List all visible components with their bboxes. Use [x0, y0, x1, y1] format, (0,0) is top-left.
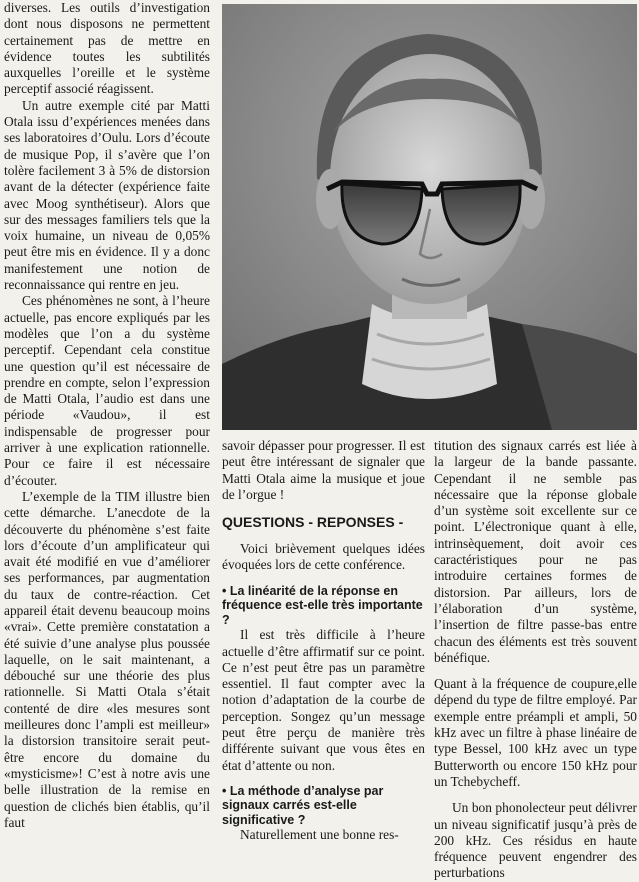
column-middle [222, 438, 425, 844]
paragraph: L’exemple de la TIM illustre bien cette démarche. L’anecdote de la découverte du phénomène s’est faite lors d’écoute d’un amplificateur qui avait été modifié en vue d’améliorer ses performances, par augmentation du taux de contre-réaction. Cet appareil était devenu beaucoup moins «vrai». Cette première constatation a été suivie d’une analyse plus poussée laquelle, on le sait maintenant, a débouché sur une théorie des plus rationnelle. Si Matti Otala s’était contenté de dire «les mesures sont meilleures donc l’ampli est meilleur» la distorsion transitoire serait peut-être encore du domaine du «mysticisme»! C’est à notre avis une belle illustration de la remise en question de clichés bien établis, qu’il faut [4, 488, 210, 830]
question-heading: • La linéarité de la réponse en fréquence est-elle très importante ? [222, 583, 423, 627]
paragraph: Quant à la fréquence de coupure,elle dépend du type de filtre employé. Par exemple entre préampli et ampli, 50 kHz avec un filtre à phase linéaire de type Bessel, 100 kHz avec un type Butterworth ou encore 150 kHz pour un Tchebycheff. [434, 676, 637, 789]
paragraph: Un autre exemple cité par Matti Otala issu d’expériences menées dans ses laboratoires d’Oulu. Lors d’écoute de musique Pop, il s’avère que l’on tolère facilement 3 à 5% de distorsion avant de la détecter (expérience faite avec Moog synthétiseur). Alors que sur des messages familiers tels que la voix humaine, un niveau de 0,05% peut être mis en évidence. Il y a donc manifestement une notion de reconnaissance qui rentre en jeu. [4, 97, 210, 293]
section-title: QUESTIONS - REPONSES - [222, 514, 404, 531]
paragraph: Ces phénomènes ne sont, à l’heure actuelle, pas encore expliqués par les modèles que l’on a du système perceptif. Cependant cela constitue une question qu’il est nécessaire de prendre en compte, selon l’expression de Matti Otala, l’audio est dans une période «Vaudou», il est indispensable de progresser pour arriver à une explication rationnelle. Pour ce faire il est nécessaire d’écouter. [4, 293, 210, 488]
question-heading: • La méthode d’analyse par signaux carrés est-elle significative ? [222, 783, 384, 827]
paragraph: Naturellement une bonne res- [240, 827, 399, 843]
portrait-photo [222, 4, 637, 430]
paragraph: Un bon phonolecteur peut délivrer un niveau significatif jusqu’à près de 200 kHz. Ces résidus en haute fréquence peuvent engendrer des perturbations [434, 800, 637, 881]
paragraph: diverses. Les outils d’investigation dont nous disposons ne permettent certainement pas de mettre en évidence toutes les subtilités auxquelles l’oreille et le système perceptif associé réagissent. [4, 0, 210, 97]
paragraph: savoir dépasser pour progresser. Il est peut être intéressant de signaler que Matti Otala aime la musique et joue de l’orgue ! [222, 438, 425, 502]
column-left [4, 0, 210, 831]
paragraph: Il est très difficile à l’heure actuelle d’être affirmatif sur ce point. Ce n’est peut être pas un paramètre essentiel. Il faut compter avec la notion d’adaptation de la courbe de perception. Songez qu’un message peut être perçu de manière très différente suivant que vous êtes en état d’attente ou non. [222, 627, 425, 773]
portrait-illustration [222, 4, 637, 430]
column-right [434, 438, 637, 882]
paragraph: Voici brièvement quelques idées évoquées lors de cette conférence. [222, 541, 425, 573]
paragraph: titution des signaux carrés est liée à la largeur de la bande passante. Cependant il ne semble pas nécessaire que la réponse globale d’un système soit excellente sur ce point. L’électronique quant à elle, intrinsèquement, doit avoir ces caractéristiques pour ne pas introduire certaines formes de distorsion. Par ailleurs, lors de l’élaboration d’un système, l’insertion de filtre passe-bas entre chacun des éléments est très souvent bénéfique. [434, 438, 637, 665]
